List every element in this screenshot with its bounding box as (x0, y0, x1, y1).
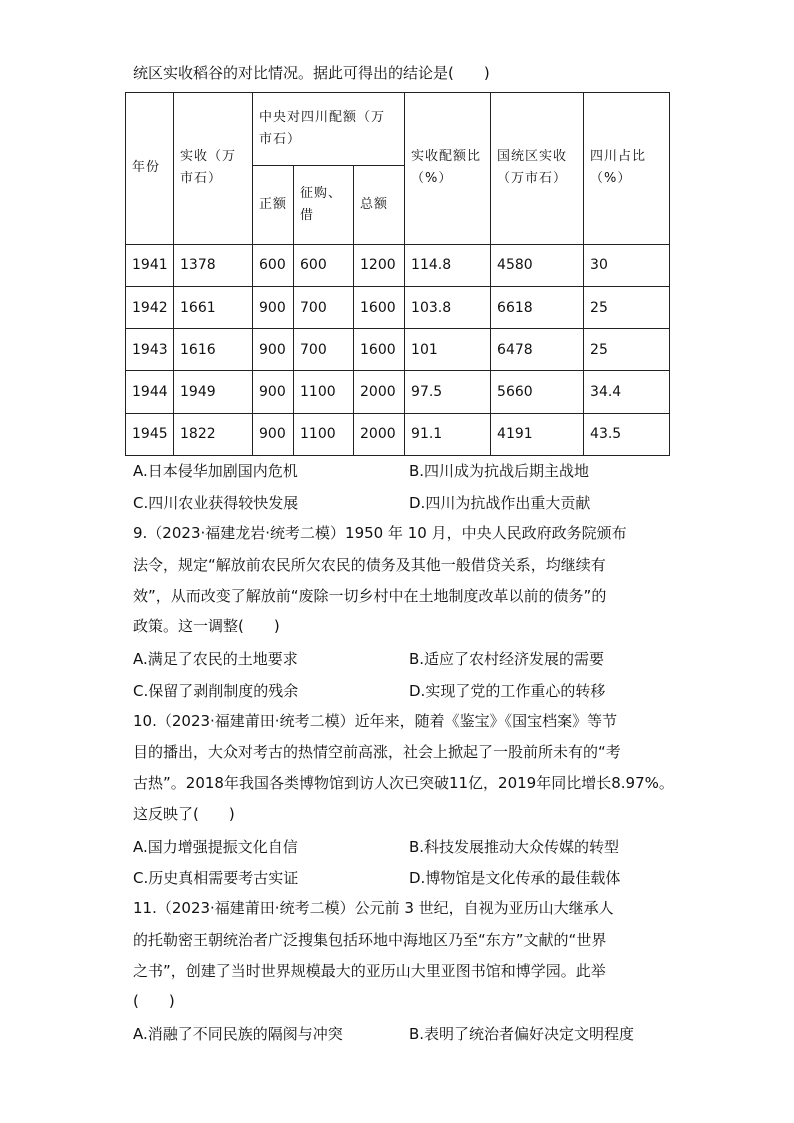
q11-option-a[interactable]: A.消融了不同民族的隔阂与冲突 (133, 1025, 343, 1043)
q10-option-d[interactable]: D.博物馆是文化传承的最佳载体 (409, 869, 621, 887)
cell-year: 1942 (126, 287, 174, 329)
cell-regular: 900 (253, 329, 294, 371)
cell-total: 2000 (354, 413, 405, 455)
q9-option-b[interactable]: B.适应了农村经济发展的需要 (409, 650, 605, 668)
q10-stem-line: 古热”。2018年我国各类博物馆到访人次已突破11亿，2019年同比增长8.97%。 (133, 774, 674, 792)
cell-share: 34.4 (584, 371, 670, 413)
table-row (126, 287, 670, 329)
cell-share: 43.5 (584, 413, 670, 455)
cell-regular: 900 (253, 371, 294, 413)
table-row (126, 413, 670, 455)
q8-option-d[interactable]: D.四川为抗战作出重大贡献 (409, 494, 591, 512)
q10-option-c[interactable]: C.历史真相需要考古实证 (133, 869, 299, 887)
header-regular: 正额 (253, 166, 294, 244)
q11-stem-line: 的托勒密王朝统治者广泛搜集包括环地中海地区乃至“东方”文献的“世界 (133, 931, 607, 949)
cell-year: 1944 (126, 371, 174, 413)
cell-total: 1600 (354, 287, 405, 329)
q9-stem-line: 法令，规定“解放前农民所欠农民的债务及其他一般借贷关系，均继续有 (133, 556, 606, 574)
table-row (126, 371, 670, 413)
cell-total: 1600 (354, 329, 405, 371)
header-sichuan-share: 四川占比（%） (584, 93, 670, 245)
question-8-stem-tail: 统区实收稻谷的对比情况。据此可得出的结论是( ) (133, 64, 490, 82)
cell-year: 1945 (126, 413, 174, 455)
q8-option-c[interactable]: C.四川农业获得较快发展 (133, 494, 299, 512)
q9-stem-line: 效”，从而改变了解放前“废除一切乡村中在土地制度改革以前的债务”的 (133, 587, 607, 605)
cell-levy: 700 (294, 329, 354, 371)
cell-ratio: 91.1 (405, 413, 491, 455)
q10-stem-line: 目的播出，大众对考古的热情空前高涨，社会上掀起了一股前所未有的“考 (133, 743, 621, 761)
q8-option-b[interactable]: B.四川成为抗战后期主战地 (409, 462, 590, 480)
q9-option-a[interactable]: A.满足了农民的土地要求 (133, 650, 298, 668)
cell-levy: 700 (294, 287, 354, 329)
cell-actual: 1378 (174, 244, 253, 286)
cell-area: 4191 (491, 413, 584, 455)
q10-option-b[interactable]: B.科技发展推动大众传媒的转型 (409, 838, 620, 856)
q9-stem-line: 政策。这一调整( ) (133, 617, 280, 635)
header-nationalist-area: 国统区实收（万市石） (491, 93, 584, 245)
cell-actual: 1822 (174, 413, 253, 455)
cell-regular: 600 (253, 244, 294, 286)
cell-total: 1200 (354, 244, 405, 286)
cell-area: 4580 (491, 244, 584, 286)
table-row (126, 329, 670, 371)
cell-levy: 600 (294, 244, 354, 286)
cell-actual: 1661 (174, 287, 253, 329)
header-ratio: 实收配额比（%） (405, 93, 491, 245)
cell-area: 5660 (491, 371, 584, 413)
q9-option-d[interactable]: D.实现了党的工作重心的转移 (409, 682, 606, 700)
q10-stem-line: 这反映了( ) (133, 805, 235, 823)
cell-total: 2000 (354, 371, 405, 413)
cell-ratio: 114.8 (405, 244, 491, 286)
q9-stem-line: 9.（2023·福建龙岩·统考二模）1950 年 10 月，中央人民政府政务院颁布 (133, 524, 627, 542)
cell-year: 1941 (126, 244, 174, 286)
cell-ratio: 97.5 (405, 371, 491, 413)
grain-comparison-table (125, 92, 670, 456)
q11-stem-line: 11.（2023·福建莆田·统考二模）公元前 3 世纪，自视为亚历山大继承人 (133, 899, 614, 917)
cell-year: 1943 (126, 329, 174, 371)
cell-ratio: 101 (405, 329, 491, 371)
q10-option-a[interactable]: A.国力增强提振文化自信 (133, 838, 298, 856)
cell-regular: 900 (253, 287, 294, 329)
cell-share: 30 (584, 244, 670, 286)
cell-ratio: 103.8 (405, 287, 491, 329)
cell-share: 25 (584, 287, 670, 329)
cell-regular: 900 (253, 413, 294, 455)
cell-area: 6618 (491, 287, 584, 329)
header-year: 年份 (126, 93, 174, 245)
header-central-quota: 中央对四川配额（万市石） (253, 93, 405, 166)
cell-levy: 1100 (294, 371, 354, 413)
q11-stem-line: ( ) (133, 992, 175, 1010)
header-levy-borrow: 征购、借 (294, 166, 354, 244)
q8-option-a[interactable]: A.日本侵华加剧国内危机 (133, 462, 298, 480)
cell-actual: 1949 (174, 371, 253, 413)
q10-stem-line: 10.（2023·福建莆田·统考二模）近年来，随着《鉴宝》《国宝档案》等节 (133, 712, 618, 730)
q11-stem-line: 之书”，创建了当时世界规模最大的亚历山大里亚图书馆和博学园。此举 (133, 962, 606, 980)
cell-actual: 1616 (174, 329, 253, 371)
header-actual: 实收（万市石） (174, 93, 253, 245)
header-total: 总额 (354, 166, 405, 244)
table-row (126, 244, 670, 286)
cell-levy: 1100 (294, 413, 354, 455)
cell-area: 6478 (491, 329, 584, 371)
cell-share: 25 (584, 329, 670, 371)
q9-option-c[interactable]: C.保留了剥削制度的残余 (133, 682, 299, 700)
q11-option-b[interactable]: B.表明了统治者偏好决定文明程度 (409, 1025, 635, 1043)
